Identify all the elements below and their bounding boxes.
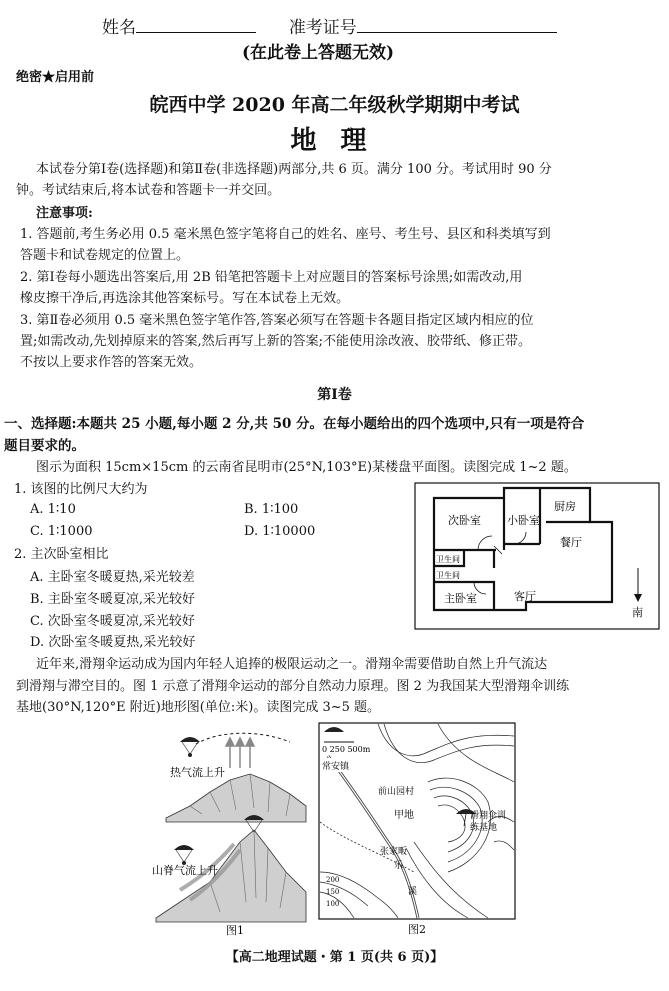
passage-line: 近年来,滑翔伞运动成为国内年轻人追捧的极限运动之一。滑翔伞需要借助自然上升气流达 — [36, 657, 548, 672]
room-bathroom-1: 卫生间 — [436, 555, 460, 564]
passage-line: 基地(30°N,120°E 附近)地形图(单位:米)。读图完成 3~5 题。 — [16, 700, 381, 715]
section-title: 第Ⅰ卷 — [317, 387, 352, 403]
note-line: 1. 答题前,考生务必用 0.5 毫米黑色签字笔将自己的姓名、座号、考生号、县区和科类填写到 — [20, 227, 551, 242]
q2-stem: 2. 主次卧室相比 — [14, 547, 109, 562]
room-dining: 餐厅 — [560, 536, 582, 549]
room-second-bedroom: 次卧室 — [448, 514, 481, 527]
figure-2-caption: 图2 — [408, 923, 426, 936]
secret-mark: 绝密★启用前 — [16, 70, 95, 85]
scale-label: 0 250 500m — [322, 745, 371, 754]
note-line: 橡皮擦干净后,再选涂其他答案标号。写在本试卷上无效。 — [20, 291, 350, 306]
room-small-bedroom: 小卧室 — [507, 514, 540, 527]
figure-2-topographic-map — [318, 722, 518, 936]
name-field-row — [102, 13, 557, 38]
section-instruction-2: 题目要求的。 — [4, 438, 85, 454]
room-kitchen: 厨房 — [554, 500, 576, 513]
paraglider-icon — [174, 845, 194, 865]
map-label: 200 — [326, 876, 340, 884]
q1-option-a[interactable]: A. 1∶10 — [30, 502, 76, 517]
name-label: 姓名 — [102, 18, 136, 38]
map-label: 乐 — [394, 861, 404, 871]
answer-invalid-notice: (在此卷上答题无效) — [242, 43, 395, 63]
subject-title: 地理 — [290, 126, 391, 156]
paraglider-icon — [244, 815, 264, 832]
q2-option-a[interactable]: A. 主卧室冬暖夏热,采光较差 — [30, 570, 195, 585]
room-master-bedroom: 主卧室 — [444, 592, 477, 605]
map-label: 张家畈 — [380, 847, 408, 857]
note-line: 不按以上要求作答的答案无效。 — [20, 355, 203, 370]
floor-plan-figure — [414, 482, 660, 630]
note-line: 3. 第Ⅱ卷必须用 0.5 毫米黑色签字笔作答,答案必须写在答题卡各题目指定区域内相应的位 — [20, 313, 534, 328]
q1-option-b[interactable]: B. 1∶100 — [244, 502, 299, 517]
q1-stem: 1. 该图的比例尺大约为 — [14, 482, 148, 497]
intro-line-2: 钟。考试结束后,将本试卷和答题卡一并交回。 — [16, 183, 281, 198]
map-label: 150 — [326, 888, 340, 896]
page-footer: 【高二地理试题・第 1 页(共 6 页)】 — [225, 950, 444, 965]
q2-option-c[interactable]: C. 次卧室冬暖夏凉,采光较好 — [30, 614, 195, 629]
map-label: 前山园村 — [378, 787, 415, 797]
note-line: 答题卡和试卷规定的位置上。 — [20, 248, 190, 263]
notes-title: 注意事项: — [36, 206, 93, 221]
room-bathroom-2: 卫生间 — [436, 571, 460, 580]
q2-option-d[interactable]: D. 次卧室冬暖夏热,采光较好 — [30, 635, 196, 650]
exam-id-blank[interactable] — [357, 18, 557, 33]
upper-terrain — [166, 774, 306, 822]
name-blank[interactable] — [136, 18, 256, 33]
note-line: 2. 第Ⅰ卷每小题选出答案后,用 2B 铅笔把答题卡上对应题目的答案标号涂黑;如需改动,用 — [20, 270, 523, 285]
map-label: 常安镇 — [322, 762, 350, 772]
section-instruction-1: 一、选择题:本题共 25 小题,每小题 2 分,共 50 分。在每小题给出的四个选项中,只有一项是符合 — [4, 416, 585, 432]
map-label: 滑翔伞训 — [470, 811, 507, 821]
ridge-lift-label: 山脊气流上升 — [152, 864, 218, 877]
direction-label: 南 — [632, 606, 643, 619]
thermal-label: 热气流上升 — [170, 766, 225, 779]
figure-1-paragliding-diagram — [150, 722, 312, 936]
passage-line: 到滑翔与滞空目的。图 1 示意了滑翔伞运动的部分自然动力原理。图 2 为我国某大型滑翔伞训练 — [16, 679, 570, 694]
room-living: 客厅 — [514, 590, 536, 603]
exam-id-label: 准考证号 — [288, 18, 357, 38]
q2-option-b[interactable]: B. 主卧室冬暖夏凉,采光较好 — [30, 592, 195, 607]
stem-q1-2: 图示为面积 15cm×15cm 的云南省昆明市(25°N,103°E)某楼盘平面图。读图完成 1~2 题。 — [36, 460, 577, 475]
paraglider-icon — [180, 737, 200, 757]
q1-option-c[interactable]: C. 1∶1000 — [30, 524, 93, 539]
map-label: 100 — [326, 900, 340, 908]
intro-line-1: 本试卷分第Ⅰ卷(选择题)和第Ⅱ卷(非选择题)两部分,共 6 页。满分 100 分。考试用时 90 分 — [36, 162, 552, 177]
q1-option-d[interactable]: D. 1∶10000 — [244, 524, 316, 539]
map-label: 甲地 — [394, 810, 414, 821]
exam-title: 皖西中学 2020 年高二年级秋学期期中考试 — [149, 94, 520, 116]
map-label: 练基地 — [470, 823, 498, 833]
note-line: 置;如需改动,先划掉原来的答案,然后再写上新的答案;不能使用涂改液、胶带纸、修正带。 — [20, 334, 532, 349]
map-label: 溪 — [408, 887, 418, 897]
figure-1-caption: 图1 — [226, 924, 244, 936]
